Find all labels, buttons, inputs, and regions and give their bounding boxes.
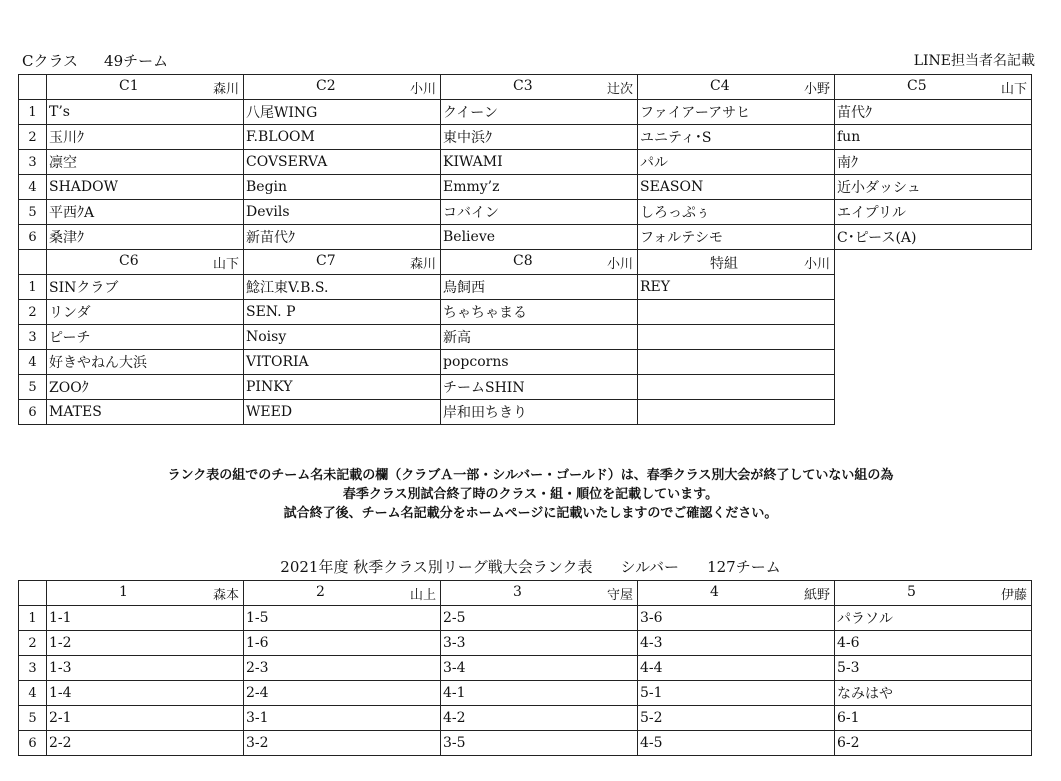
team-cell: しろっぷぅ — [638, 200, 835, 225]
group-header — [638, 250, 835, 275]
group-name: C7 — [316, 253, 336, 269]
group-manager: 森川 — [409, 257, 436, 272]
group-name: 3 — [513, 584, 522, 600]
group-header — [441, 581, 638, 606]
team-cell: 凛空 — [47, 150, 244, 175]
team-cell: COVSERVA — [244, 150, 441, 175]
group-header-row — [19, 75, 1032, 100]
team-cell: 2-4 — [244, 681, 441, 706]
table-row — [19, 175, 1032, 200]
table-row — [19, 275, 1032, 300]
team-cell: SHADOW — [47, 175, 244, 200]
group-name: C2 — [316, 78, 336, 94]
team-cell: 3-2 — [244, 731, 441, 756]
silver-title — [0, 556, 1061, 577]
rank-number: 6 — [19, 225, 47, 250]
team-cell: 3-3 — [441, 631, 638, 656]
table-row — [19, 606, 1032, 631]
group-header-row — [19, 250, 1032, 275]
team-cell: コバイン — [441, 200, 638, 225]
rank-number: 2 — [19, 631, 47, 656]
table-row — [19, 150, 1032, 175]
table-row — [19, 631, 1032, 656]
table-row — [19, 100, 1032, 125]
team-cell: 八尾WING — [244, 100, 441, 125]
team-cell: F.BLOOM — [244, 125, 441, 150]
group-name: 4 — [710, 584, 719, 600]
group-name: C4 — [710, 78, 730, 94]
team-cell: 苗代ｸ — [835, 100, 1032, 125]
team-cell: 1-4 — [47, 681, 244, 706]
rank-number: 2 — [19, 125, 47, 150]
team-cell: 南ｸ — [835, 150, 1032, 175]
team-cell: 新苗代ｸ — [244, 225, 441, 250]
team-cell: SEN. P — [244, 300, 441, 325]
table-row — [19, 681, 1032, 706]
group-manager: 山下 — [1000, 82, 1027, 97]
team-cell: C･ピース(A) — [835, 225, 1032, 250]
silver-team-count: 127チーム — [707, 558, 781, 576]
rank-number: 5 — [19, 200, 47, 225]
team-cell — [638, 350, 835, 375]
team-cell: 新高 — [441, 325, 638, 350]
group-manager: 伊藤 — [1000, 588, 1027, 603]
group-header — [244, 250, 441, 275]
note-line-3: 試合終了後、チーム名記載分をホームページに記載いたしますのでご確認ください。 — [283, 506, 778, 521]
rank-number: 3 — [19, 150, 47, 175]
group-name: C1 — [119, 78, 139, 94]
team-cell: 5-2 — [638, 706, 835, 731]
rank-number: 4 — [19, 175, 47, 200]
team-cell: 3-6 — [638, 606, 835, 631]
team-cell — [638, 325, 835, 350]
group-name: 1 — [119, 584, 128, 600]
team-cell: 1-3 — [47, 656, 244, 681]
team-count: 49チーム — [104, 52, 169, 70]
rank-number: 4 — [19, 681, 47, 706]
team-cell: Devils — [244, 200, 441, 225]
team-cell: Begin — [244, 175, 441, 200]
team-cell: なみはや — [835, 681, 1032, 706]
empty-cell — [835, 250, 1032, 275]
group-header — [638, 581, 835, 606]
rank-number: 1 — [19, 275, 47, 300]
group-manager: 山下 — [212, 257, 239, 272]
group-name: C6 — [119, 253, 139, 269]
team-cell: 6-1 — [835, 706, 1032, 731]
team-cell: 4-1 — [441, 681, 638, 706]
group-manager: 小川 — [606, 257, 633, 272]
team-cell: ZOOｸ — [47, 375, 244, 400]
team-cell: 1-1 — [47, 606, 244, 631]
group-manager: 小川 — [409, 82, 436, 97]
group-header — [244, 75, 441, 100]
rank-number: 5 — [19, 706, 47, 731]
team-cell: ちゃちゃまる — [441, 300, 638, 325]
note-line-1: ランク表の組でのチーム名未記載の欄（クラブＡ一部・シルバー・ゴールド）は、春季クラス別大会が終了していない組の為 — [167, 468, 894, 483]
rank-number: 1 — [19, 606, 47, 631]
team-cell: 平西ｸA — [47, 200, 244, 225]
rank-number: 5 — [19, 375, 47, 400]
team-cell: 4-4 — [638, 656, 835, 681]
team-cell: SEASON — [638, 175, 835, 200]
empty-cell — [835, 325, 1032, 350]
team-cell: 4-5 — [638, 731, 835, 756]
table-row — [19, 350, 1032, 375]
rank-header-cell — [19, 250, 47, 275]
team-cell — [638, 375, 835, 400]
team-cell: WEED — [244, 400, 441, 425]
group-header — [835, 75, 1032, 100]
team-cell: 岸和田ちきり — [441, 400, 638, 425]
team-cell: VITORIA — [244, 350, 441, 375]
team-cell: KIWAMI — [441, 150, 638, 175]
team-cell: フォルテシモ — [638, 225, 835, 250]
group-manager: 小野 — [803, 82, 830, 97]
silver-title-text: 2021年度 秋季クラス別リーグ戦大会ランク表 — [280, 558, 593, 576]
class-label: Cクラス — [22, 52, 79, 70]
team-cell: 4-6 — [835, 631, 1032, 656]
rank-number: 1 — [19, 100, 47, 125]
group-manager: 辻次 — [606, 82, 633, 97]
team-cell: 1-5 — [244, 606, 441, 631]
table-row — [19, 325, 1032, 350]
table-row — [19, 125, 1032, 150]
empty-cell — [835, 300, 1032, 325]
team-cell: 2-5 — [441, 606, 638, 631]
group-manager: 森本 — [212, 588, 239, 603]
team-cell — [638, 400, 835, 425]
team-cell: T’s — [47, 100, 244, 125]
group-header — [47, 250, 244, 275]
table-row — [19, 731, 1032, 756]
group-manager: 山上 — [409, 588, 436, 603]
group-header — [47, 581, 244, 606]
group-name: C3 — [513, 78, 533, 94]
team-cell: 4-2 — [441, 706, 638, 731]
team-cell — [638, 300, 835, 325]
group-name: C8 — [513, 253, 533, 269]
group-header — [835, 581, 1032, 606]
c-class-rank-table — [18, 74, 1032, 425]
group-header — [47, 75, 244, 100]
group-manager: 森川 — [212, 82, 239, 97]
table-row — [19, 656, 1032, 681]
team-cell: 6-2 — [835, 731, 1032, 756]
table-row — [19, 200, 1032, 225]
note-line-2: 春季クラス別試合終了時のクラス・組・順位を記載しています。 — [342, 487, 719, 502]
empty-cell — [835, 375, 1032, 400]
group-header-row — [19, 581, 1032, 606]
rank-header-cell — [19, 75, 47, 100]
team-cell: ファイアーアサヒ — [638, 100, 835, 125]
team-cell: 5-3 — [835, 656, 1032, 681]
table-row — [19, 375, 1032, 400]
team-cell: 5-1 — [638, 681, 835, 706]
team-cell: パル — [638, 150, 835, 175]
rank-number: 6 — [19, 400, 47, 425]
table-row — [19, 225, 1032, 250]
team-cell: 鯰江東V.B.S. — [244, 275, 441, 300]
line-note: LINE担当者名記載 — [913, 53, 1035, 69]
team-cell: 玉川ｸ — [47, 125, 244, 150]
silver-class-label: シルバー — [620, 558, 680, 576]
team-cell: Emmy’z — [441, 175, 638, 200]
group-header — [441, 75, 638, 100]
team-cell: 東中浜ｸ — [441, 125, 638, 150]
class-header — [22, 50, 168, 71]
team-cell: 1-2 — [47, 631, 244, 656]
silver-rank-table — [18, 580, 1032, 756]
rank-number: 4 — [19, 350, 47, 375]
group-header — [441, 250, 638, 275]
team-cell: fun — [835, 125, 1032, 150]
team-cell: 近小ダッシュ — [835, 175, 1032, 200]
team-cell: ピーチ — [47, 325, 244, 350]
team-cell: 4-3 — [638, 631, 835, 656]
group-name: 特組 — [710, 256, 738, 272]
team-cell: 好きやねん大浜 — [47, 350, 244, 375]
team-cell: Believe — [441, 225, 638, 250]
team-cell: エイプリル — [835, 200, 1032, 225]
team-cell: パラソル — [835, 606, 1032, 631]
table-row — [19, 300, 1032, 325]
team-cell: Noisy — [244, 325, 441, 350]
team-cell: 2-1 — [47, 706, 244, 731]
group-manager: 小川 — [803, 257, 830, 272]
team-cell: SINクラブ — [47, 275, 244, 300]
group-name: 2 — [316, 584, 325, 600]
table-row — [19, 400, 1032, 425]
team-cell: チームSHIN — [441, 375, 638, 400]
group-header — [638, 75, 835, 100]
team-cell: 桑津ｸ — [47, 225, 244, 250]
team-cell: MATES — [47, 400, 244, 425]
group-name: C5 — [907, 78, 927, 94]
team-cell: PINKY — [244, 375, 441, 400]
team-cell: ユニティ･S — [638, 125, 835, 150]
team-cell: 3-1 — [244, 706, 441, 731]
team-cell: REY — [638, 275, 835, 300]
team-cell: 2-3 — [244, 656, 441, 681]
empty-cell — [835, 275, 1032, 300]
table-row — [19, 706, 1032, 731]
team-cell: クイーン — [441, 100, 638, 125]
team-cell: 3-4 — [441, 656, 638, 681]
rank-number: 2 — [19, 300, 47, 325]
group-manager: 守屋 — [606, 588, 633, 603]
rank-number: 3 — [19, 325, 47, 350]
team-cell: popcorns — [441, 350, 638, 375]
team-cell: 1-6 — [244, 631, 441, 656]
group-name: 5 — [907, 584, 916, 600]
rank-header-cell — [19, 581, 47, 606]
group-header — [244, 581, 441, 606]
team-cell: 鳥飼西 — [441, 275, 638, 300]
team-cell: 3-5 — [441, 731, 638, 756]
rank-number: 3 — [19, 656, 47, 681]
empty-cell — [835, 400, 1032, 425]
team-cell: リンダ — [47, 300, 244, 325]
empty-cell — [835, 350, 1032, 375]
group-manager: 紙野 — [803, 588, 830, 603]
team-cell: 2-2 — [47, 731, 244, 756]
rank-number: 6 — [19, 731, 47, 756]
